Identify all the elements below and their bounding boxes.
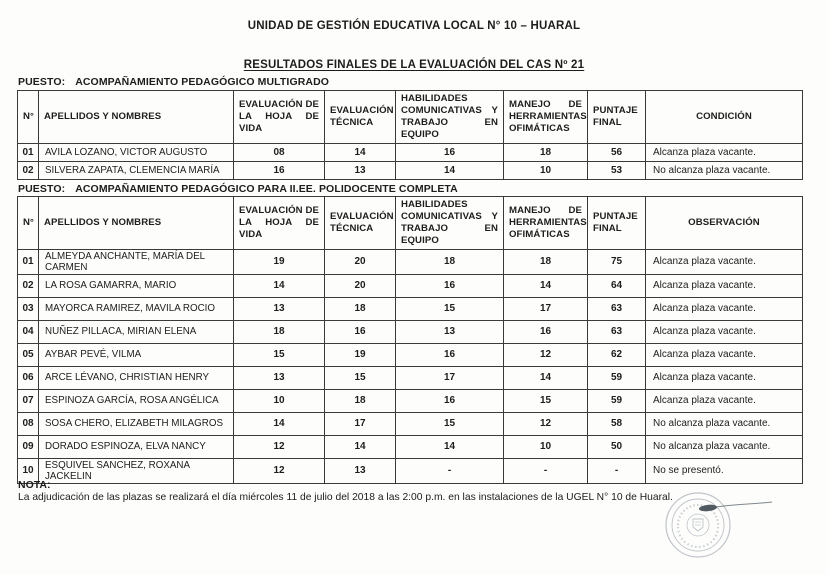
row-number: 10 bbox=[18, 458, 39, 483]
candidate-name: SILVERA ZAPATA, CLEMENCIA MARÍA bbox=[39, 161, 234, 179]
score-value: 10 bbox=[504, 435, 588, 458]
table-row bbox=[18, 274, 803, 297]
result-text: Alcanza plaza vacante. bbox=[646, 274, 803, 297]
table-row bbox=[18, 143, 803, 161]
table-row bbox=[18, 435, 803, 458]
score-value: 16 bbox=[234, 161, 325, 179]
column-header: EVALUACIÓN DE LA HOJA DE VIDA bbox=[234, 91, 325, 144]
ink-smudge bbox=[699, 502, 772, 512]
candidate-name: DORADO ESPINOZA, ELVA NANCY bbox=[39, 435, 234, 458]
puesto-value: ACOMPAÑAMIENTO PEDAGÓGICO PARA II.EE. POLIDOCENTE COMPLETA bbox=[75, 183, 458, 195]
row-number: 03 bbox=[18, 297, 39, 320]
score-value: 16 bbox=[504, 320, 588, 343]
table-header-row bbox=[18, 91, 803, 144]
puesto-heading-multigrado bbox=[18, 76, 329, 88]
candidate-name: NUÑEZ PILLACA, MIRIAN ELENA bbox=[39, 320, 234, 343]
column-header: EVALUACIÓN TÉCNICA bbox=[325, 197, 396, 250]
results-table-multigrado bbox=[17, 90, 803, 180]
candidate-name: ARCE LÉVANO, CHRISTIAN HENRY bbox=[39, 366, 234, 389]
row-number: 04 bbox=[18, 320, 39, 343]
candidate-name: AYBAR PEVÉ, VILMA bbox=[39, 343, 234, 366]
column-header: APELLIDOS Y NOMBRES bbox=[39, 91, 234, 144]
score-value: 20 bbox=[325, 274, 396, 297]
score-value: 20 bbox=[325, 249, 396, 274]
institution-title: UNIDAD DE GESTIÓN EDUCATIVA LOCAL N° 10 – HUARAL bbox=[247, 20, 581, 32]
candidate-name: MAYORCA RAMIREZ, MAVILA ROCIO bbox=[39, 297, 234, 320]
score-value: 16 bbox=[396, 274, 504, 297]
score-value: 12 bbox=[234, 458, 325, 483]
score-value: 15 bbox=[234, 343, 325, 366]
table-header-row bbox=[18, 197, 803, 250]
table-row bbox=[18, 458, 803, 483]
result-text: Alcanza plaza vacante. bbox=[646, 343, 803, 366]
score-value: 62 bbox=[588, 343, 646, 366]
document-header bbox=[0, 20, 828, 73]
score-value: 18 bbox=[504, 249, 588, 274]
result-text: No alcanza plaza vacante. bbox=[646, 412, 803, 435]
score-value: 19 bbox=[325, 343, 396, 366]
score-value: 14 bbox=[234, 412, 325, 435]
score-value: 18 bbox=[504, 143, 588, 161]
result-text: Alcanza plaza vacante. bbox=[646, 297, 803, 320]
table-row bbox=[18, 320, 803, 343]
column-header: HABILIDADES COMUNICATIVAS Y TRABAJO EN EQUIPO bbox=[396, 197, 504, 250]
score-value: 59 bbox=[588, 366, 646, 389]
result-text: Alcanza plaza vacante. bbox=[646, 320, 803, 343]
row-number: 07 bbox=[18, 389, 39, 412]
result-text: Alcanza plaza vacante. bbox=[646, 366, 803, 389]
score-value: 17 bbox=[325, 412, 396, 435]
column-header: CONDICIÓN bbox=[646, 91, 803, 144]
score-value: 63 bbox=[588, 297, 646, 320]
score-value: 18 bbox=[396, 249, 504, 274]
result-text: No alcanza plaza vacante. bbox=[646, 161, 803, 179]
score-value: - bbox=[396, 458, 504, 483]
score-value: 12 bbox=[504, 412, 588, 435]
puesto-heading-polidocente bbox=[18, 183, 458, 195]
score-value: 59 bbox=[588, 389, 646, 412]
score-value: 12 bbox=[234, 435, 325, 458]
column-header: EVALUACIÓN DE LA HOJA DE VIDA bbox=[234, 197, 325, 250]
score-value: 15 bbox=[396, 297, 504, 320]
results-table-polidocente bbox=[17, 196, 803, 484]
score-value: 16 bbox=[325, 320, 396, 343]
result-text: No alcanza plaza vacante. bbox=[646, 435, 803, 458]
table-row bbox=[18, 343, 803, 366]
column-header: APELLIDOS Y NOMBRES bbox=[39, 197, 234, 250]
score-value: 13 bbox=[396, 320, 504, 343]
score-value: 18 bbox=[234, 320, 325, 343]
score-value: 50 bbox=[588, 435, 646, 458]
column-header: PUNTAJE FINAL bbox=[588, 197, 646, 250]
score-value: 17 bbox=[504, 297, 588, 320]
result-text: No se presentó. bbox=[646, 458, 803, 483]
score-value: 16 bbox=[396, 143, 504, 161]
column-header: MANEJO DE HERRAMIENTAS OFIMÁTICAS bbox=[504, 197, 588, 250]
score-value: 08 bbox=[234, 143, 325, 161]
score-value: 19 bbox=[234, 249, 325, 274]
row-number: 09 bbox=[18, 435, 39, 458]
score-value: 14 bbox=[504, 274, 588, 297]
column-header: N° bbox=[18, 197, 39, 250]
row-number: 06 bbox=[18, 366, 39, 389]
score-value: - bbox=[588, 458, 646, 483]
table-row bbox=[18, 389, 803, 412]
score-value: 13 bbox=[234, 297, 325, 320]
row-number: 02 bbox=[18, 274, 39, 297]
score-value: 10 bbox=[504, 161, 588, 179]
score-value: 15 bbox=[325, 366, 396, 389]
table-row bbox=[18, 366, 803, 389]
score-value: 12 bbox=[504, 343, 588, 366]
score-value: 15 bbox=[504, 389, 588, 412]
score-value: - bbox=[504, 458, 588, 483]
score-value: 56 bbox=[588, 143, 646, 161]
score-value: 16 bbox=[396, 389, 504, 412]
result-text: Alcanza plaza vacante. bbox=[646, 249, 803, 274]
candidate-name: ALMEYDA ANCHANTE, MARÍA DEL CARMEN bbox=[39, 249, 234, 274]
circular-seal-stamp-icon bbox=[660, 489, 810, 569]
score-value: 18 bbox=[325, 389, 396, 412]
row-number: 08 bbox=[18, 412, 39, 435]
nota-label: NOTA: bbox=[18, 479, 51, 491]
score-value: 18 bbox=[325, 297, 396, 320]
row-number: 02 bbox=[18, 161, 39, 179]
table-row bbox=[18, 161, 803, 179]
score-value: 14 bbox=[504, 366, 588, 389]
column-header: OBSERVACIÓN bbox=[646, 197, 803, 250]
puesto-value: ACOMPAÑAMIENTO PEDAGÓGICO MULTIGRADO bbox=[75, 76, 330, 88]
score-value: 15 bbox=[396, 412, 504, 435]
score-value: 53 bbox=[588, 161, 646, 179]
score-value: 10 bbox=[234, 389, 325, 412]
puesto-label: PUESTO: bbox=[18, 76, 66, 88]
score-value: 13 bbox=[325, 458, 396, 483]
document-title: RESULTADOS FINALES DE LA EVALUACIÓN DEL CAS Nº 21 bbox=[243, 59, 585, 71]
score-value: 13 bbox=[325, 161, 396, 179]
column-header: MANEJO DE HERRAMIENTAS OFIMÁTICAS bbox=[504, 91, 588, 144]
score-value: 16 bbox=[396, 343, 504, 366]
score-value: 14 bbox=[234, 274, 325, 297]
candidate-name: SOSA CHERO, ELIZABETH MILAGROS bbox=[39, 412, 234, 435]
candidate-name: ESQUIVEL SANCHEZ, ROXANA JACKELIN bbox=[39, 458, 234, 483]
column-header: PUNTAJE FINAL bbox=[588, 91, 646, 144]
row-number: 01 bbox=[18, 249, 39, 274]
score-value: 14 bbox=[396, 435, 504, 458]
score-value: 14 bbox=[325, 435, 396, 458]
puesto-label: PUESTO: bbox=[18, 183, 66, 195]
row-number: 01 bbox=[18, 143, 39, 161]
result-text: Alcanza plaza vacante. bbox=[646, 143, 803, 161]
candidate-name: LA ROSA GAMARRA, MARIO bbox=[39, 274, 234, 297]
score-value: 14 bbox=[325, 143, 396, 161]
nota-text: La adjudicación de las plazas se realizará el día miércoles 11 de julio del 2018 a las 2:00 p.m. en las instalaciones de la UGEL N° 10 de Huaral. bbox=[18, 492, 673, 503]
column-header: EVALUACIÓN TÉCNICA bbox=[325, 91, 396, 144]
score-value: 64 bbox=[588, 274, 646, 297]
candidate-name: AVILA LOZANO, VICTOR AUGUSTO bbox=[39, 143, 234, 161]
score-value: 17 bbox=[396, 366, 504, 389]
score-value: 63 bbox=[588, 320, 646, 343]
table-row bbox=[18, 249, 803, 274]
row-number: 05 bbox=[18, 343, 39, 366]
score-value: 75 bbox=[588, 249, 646, 274]
column-header: HABILIDADES COMUNICATIVAS Y TRABAJO EN EQUIPO bbox=[396, 91, 504, 144]
score-value: 13 bbox=[234, 366, 325, 389]
column-header: N° bbox=[18, 91, 39, 144]
table-row bbox=[18, 412, 803, 435]
score-value: 58 bbox=[588, 412, 646, 435]
table-row bbox=[18, 297, 803, 320]
score-value: 14 bbox=[396, 161, 504, 179]
candidate-name: ESPINOZA GARCÍA, ROSA ANGÉLICA bbox=[39, 389, 234, 412]
result-text: Alcanza plaza vacante. bbox=[646, 389, 803, 412]
